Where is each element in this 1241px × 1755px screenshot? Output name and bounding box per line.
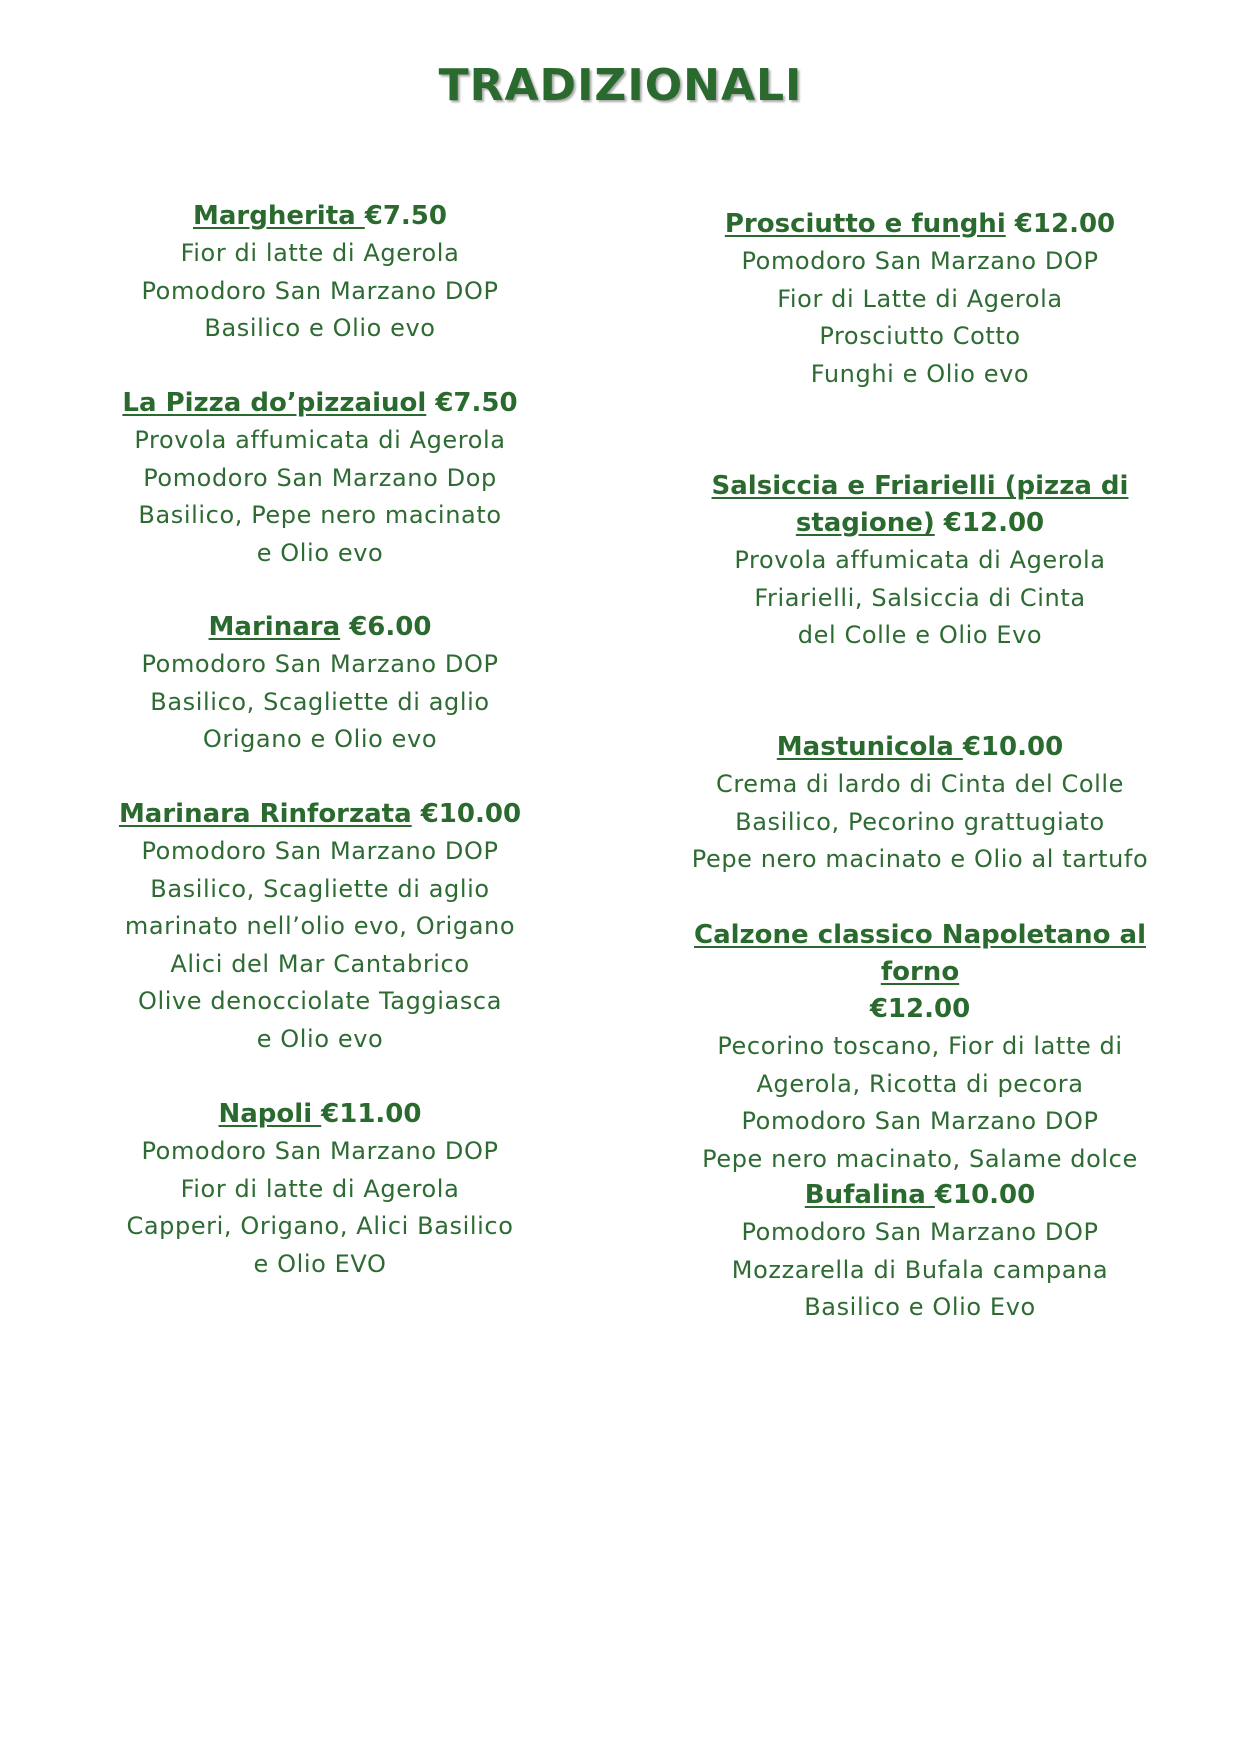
ingredient-line: Pomodoro San Marzano DOP [141,837,499,865]
ingredient-line: Pomodoro San Marzano DOP [741,247,1099,275]
menu-item-marinara [85,609,555,759]
ingredient-line: Fior di latte di Agerola [180,239,460,267]
item-price: €11.00 [321,1099,422,1129]
item-name: Marinara Rinforzata [118,799,412,829]
item-heading [85,1096,555,1133]
menu-item-calzone-classico [685,917,1155,1178]
item-name: Margherita [192,201,365,231]
ingredient-line: Pepe nero macinato e Olio al tartufo [691,845,1149,873]
item-price: €12.00 [1014,209,1116,239]
ingredient-line: Origano e Olio evo [202,725,438,753]
menu-column-left [85,0,555,1755]
item-name: Prosciutto e funghi [724,209,1006,239]
ingredient-line: Pepe nero macinato, Salame dolce [702,1144,1138,1173]
item-heading [85,609,555,646]
item-heading [685,206,1155,243]
item-price: €6.00 [349,612,432,642]
ingredient-line: Pomodoro San Marzano DOP [141,1137,499,1165]
item-name: Mastunicola [776,732,963,762]
menu-item-salsiccia-e-friarielli [685,468,1155,655]
item-heading [685,1177,1155,1214]
item-price: €12.00 [943,508,1045,538]
item-price: €7.50 [435,388,518,418]
ingredient-line: Basilico, Scagliette di aglio [150,874,490,903]
ingredient-line: e Olio EVO [253,1249,387,1278]
menu-column-right [685,0,1155,1755]
ingredient-line: Olive denocciolate Taggiasca [137,987,503,1015]
item-price: €10.00 [420,799,522,829]
ingredient-line: Basilico, Pecorino grattugiato [735,807,1105,836]
ingredient-line: Prosciutto Cotto [819,322,1021,350]
menu-item-bufalina [685,1177,1155,1327]
ingredient-line: marinato nell’olio evo, Origano [124,912,516,940]
ingredient-line: Basilico e Olio Evo [804,1293,1036,1321]
item-name: Bufalina [804,1180,935,1210]
ingredient-line: Pomodoro San Marzano DOP [741,1218,1099,1246]
item-price: €7.50 [364,201,447,231]
ingredient-line: Provola affumicata di Agerola [734,546,1106,574]
menu-item-mastunicola [685,729,1155,879]
ingredient-line: Basilico, Scagliette di aglio [150,687,490,716]
ingredient-line: Pomodoro San Marzano Dop [143,463,497,492]
ingredient-line: Pomodoro San Marzano DOP [141,650,499,678]
page-title: TRADIZIONALI [438,60,803,111]
item-heading [85,385,555,422]
item-name: Calzone classico Napoletano al forno [694,920,1146,987]
item-name: Marinara [208,612,341,642]
item-name: La Pizza do’pizzaiuol [122,388,427,418]
ingredient-line: Fior di latte di Agerola [180,1174,460,1203]
item-name-line-2: stagione) [795,508,935,538]
item-heading [685,917,1155,991]
item-name-line-1: Salsiccia e Friarielli (pizza di [711,471,1129,501]
item-name: Napoli [218,1099,322,1129]
item-price: €10.00 [962,732,1064,762]
ingredient-line: Agerola, Ricotta di pecora [756,1069,1084,1098]
item-heading [685,729,1155,766]
item-heading [85,796,555,833]
ingredient-line: Friarielli, Salsiccia di Cinta [754,583,1086,612]
ingredient-line: Provola affumicata di Agerola [134,426,506,454]
item-heading [685,505,1155,542]
ingredient-line: Capperi, Origano, Alici Basilico [126,1212,514,1240]
ingredient-line: del Colle e Olio Evo [797,621,1043,649]
ingredient-line: Fior di Latte di Agerola [777,284,1063,313]
menu-item-margherita [85,198,555,348]
ingredient-line: Funghi e Olio evo [810,359,1030,388]
item-heading [685,991,1155,1028]
menu-item-napoli [85,1096,555,1283]
item-price: €10.00 [934,1180,1036,1210]
ingredient-line: e Olio evo [256,538,384,567]
ingredient-line: Mozzarella di Bufala campana [731,1255,1109,1284]
menu-item-prosciutto-e-funghi [685,206,1155,393]
menu-item-marinara-rinforzata [85,796,555,1058]
ingredient-line: Basilico, Pepe nero macinato [138,501,502,529]
item-price: €12.00 [869,994,971,1024]
item-heading [85,198,555,235]
ingredient-line: Crema di lardo di Cinta del Colle [715,770,1125,798]
ingredient-line: Pecorino toscano, Fior di latte di [717,1032,1123,1060]
item-heading [685,468,1155,505]
ingredient-line: Pomodoro San Marzano DOP [741,1107,1099,1135]
ingredient-line: Basilico e Olio evo [204,314,436,342]
ingredient-line: e Olio evo [256,1024,384,1053]
menu-item-la-pizza-do-pizzaiuol [85,385,555,572]
ingredient-line: Alici del Mar Cantabrico [170,949,470,978]
ingredient-line: Pomodoro San Marzano DOP [141,276,499,305]
